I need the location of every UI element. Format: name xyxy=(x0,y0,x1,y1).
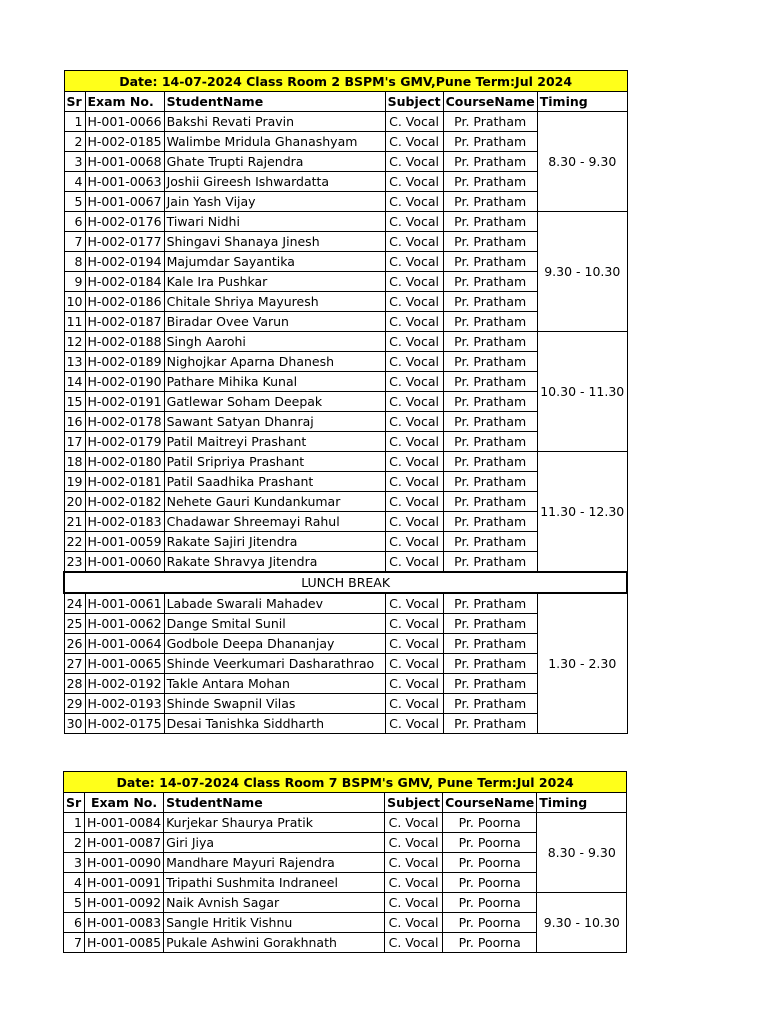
cell-exam-no: H-002-0181 xyxy=(85,472,164,492)
cell-student-name: Biradar Ovee Varun xyxy=(164,312,385,332)
cell-exam-no: H-002-0188 xyxy=(85,332,164,352)
cell-subject: C. Vocal xyxy=(385,833,443,853)
cell-sr: 16 xyxy=(64,412,85,432)
cell-course-name: Pr. Pratham xyxy=(443,492,537,512)
schedule-table-room-2 xyxy=(63,70,628,734)
table-row xyxy=(64,593,627,614)
cell-exam-no: H-002-0186 xyxy=(85,292,164,312)
cell-course-name: Pr. Pratham xyxy=(443,472,537,492)
header-subject: Subject xyxy=(385,92,443,112)
cell-exam-no: H-001-0084 xyxy=(85,813,164,833)
cell-course-name: Pr. Pratham xyxy=(443,714,537,734)
cell-subject: C. Vocal xyxy=(385,492,443,512)
cell-sr: 7 xyxy=(64,232,85,252)
cell-student-name: Chitale Shriya Mayuresh xyxy=(164,292,385,312)
cell-subject: C. Vocal xyxy=(385,432,443,452)
cell-subject: C. Vocal xyxy=(385,452,443,472)
cell-student-name: Nehete Gauri Kundankumar xyxy=(164,492,385,512)
cell-exam-no: H-002-0190 xyxy=(85,372,164,392)
cell-subject: C. Vocal xyxy=(385,813,443,833)
cell-student-name: Tiwari Nidhi xyxy=(164,212,385,232)
header-student-name: StudentName xyxy=(164,793,385,813)
cell-subject: C. Vocal xyxy=(385,893,443,913)
cell-exam-no: H-002-0184 xyxy=(85,272,164,292)
header-student-name: StudentName xyxy=(164,92,385,112)
cell-student-name: Godbole Deepa Dhananjay xyxy=(164,634,385,654)
cell-course-name: Pr. Pratham xyxy=(443,132,537,152)
cell-exam-no: H-001-0059 xyxy=(85,532,164,552)
cell-exam-no: H-001-0062 xyxy=(85,614,164,634)
cell-exam-no: H-002-0189 xyxy=(85,352,164,372)
cell-sr: 29 xyxy=(64,694,85,714)
cell-student-name: Walimbe Mridula Ghanashyam xyxy=(164,132,385,152)
cell-student-name: Ghate Trupti Rajendra xyxy=(164,152,385,172)
cell-exam-no: H-001-0063 xyxy=(85,172,164,192)
cell-course-name: Pr. Pratham xyxy=(443,654,537,674)
cell-timing: 9.30 - 10.30 xyxy=(537,893,627,953)
cell-subject: C. Vocal xyxy=(385,292,443,312)
cell-course-name: Pr. Pratham xyxy=(443,172,537,192)
cell-sr: 5 xyxy=(64,192,85,212)
cell-sr: 26 xyxy=(64,634,85,654)
cell-course-name: Pr. Poorna xyxy=(443,913,537,933)
cell-course-name: Pr. Pratham xyxy=(443,372,537,392)
cell-student-name: Singh Aarohi xyxy=(164,332,385,352)
cell-course-name: Pr. Pratham xyxy=(443,252,537,272)
cell-course-name: Pr. Pratham xyxy=(443,212,537,232)
cell-course-name: Pr. Pratham xyxy=(443,272,537,292)
cell-course-name: Pr. Pratham xyxy=(443,634,537,654)
cell-subject: C. Vocal xyxy=(385,532,443,552)
cell-subject: C. Vocal xyxy=(385,593,443,614)
cell-course-name: Pr. Pratham xyxy=(443,674,537,694)
cell-subject: C. Vocal xyxy=(385,714,443,734)
cell-student-name: Shinde Swapnil Vilas xyxy=(164,694,385,714)
cell-subject: C. Vocal xyxy=(385,913,443,933)
cell-subject: C. Vocal xyxy=(385,372,443,392)
cell-subject: C. Vocal xyxy=(385,212,443,232)
cell-subject: C. Vocal xyxy=(385,654,443,674)
cell-course-name: Pr. Poorna xyxy=(443,933,537,953)
cell-subject: C. Vocal xyxy=(385,933,443,953)
cell-student-name: Patil Sripriya Prashant xyxy=(164,452,385,472)
cell-timing: 11.30 - 12.30 xyxy=(537,452,627,573)
cell-subject: C. Vocal xyxy=(385,192,443,212)
cell-subject: C. Vocal xyxy=(385,252,443,272)
cell-subject: C. Vocal xyxy=(385,172,443,192)
cell-course-name: Pr. Pratham xyxy=(443,112,537,132)
cell-sr: 11 xyxy=(64,312,85,332)
cell-subject: C. Vocal xyxy=(385,873,443,893)
cell-sr: 2 xyxy=(64,833,85,853)
cell-sr: 6 xyxy=(64,212,85,232)
cell-student-name: Giri Jiya xyxy=(164,833,385,853)
cell-subject: C. Vocal xyxy=(385,132,443,152)
cell-course-name: Pr. Pratham xyxy=(443,292,537,312)
cell-student-name: Patil Saadhika Prashant xyxy=(164,472,385,492)
cell-sr: 3 xyxy=(64,152,85,172)
cell-student-name: Rakate Sajiri Jitendra xyxy=(164,532,385,552)
cell-exam-no: H-002-0177 xyxy=(85,232,164,252)
cell-exam-no: H-002-0185 xyxy=(85,132,164,152)
cell-timing: 1.30 - 2.30 xyxy=(537,593,627,734)
cell-sr: 28 xyxy=(64,674,85,694)
cell-course-name: Pr. Pratham xyxy=(443,512,537,532)
cell-sr: 12 xyxy=(64,332,85,352)
cell-subject: C. Vocal xyxy=(385,232,443,252)
cell-course-name: Pr. Pratham xyxy=(443,593,537,614)
table-row xyxy=(64,112,627,132)
cell-exam-no: H-001-0066 xyxy=(85,112,164,132)
cell-student-name: Naik Avnish Sagar xyxy=(164,893,385,913)
cell-exam-no: H-001-0091 xyxy=(85,873,164,893)
header-exam-no: Exam No. xyxy=(85,793,164,813)
cell-sr: 17 xyxy=(64,432,85,452)
cell-course-name: Pr. Pratham xyxy=(443,232,537,252)
cell-exam-no: H-001-0065 xyxy=(85,654,164,674)
header-subject: Subject xyxy=(385,793,443,813)
cell-sr: 2 xyxy=(64,132,85,152)
cell-course-name: Pr. Pratham xyxy=(443,452,537,472)
cell-subject: C. Vocal xyxy=(385,512,443,532)
cell-exam-no: H-001-0090 xyxy=(85,853,164,873)
cell-subject: C. Vocal xyxy=(385,674,443,694)
cell-student-name: Pathare Mihika Kunal xyxy=(164,372,385,392)
lunch-break-label: LUNCH BREAK xyxy=(64,572,627,593)
cell-subject: C. Vocal xyxy=(385,552,443,573)
cell-student-name: Chadawar Shreemayi Rahul xyxy=(164,512,385,532)
cell-course-name: Pr. Poorna xyxy=(443,833,537,853)
cell-course-name: Pr. Pratham xyxy=(443,152,537,172)
cell-sr: 19 xyxy=(64,472,85,492)
cell-course-name: Pr. Poorna xyxy=(443,873,537,893)
cell-sr: 4 xyxy=(64,172,85,192)
cell-exam-no: H-001-0068 xyxy=(85,152,164,172)
cell-course-name: Pr. Pratham xyxy=(443,694,537,714)
cell-course-name: Pr. Pratham xyxy=(443,552,537,573)
cell-sr: 27 xyxy=(64,654,85,674)
cell-exam-no: H-002-0187 xyxy=(85,312,164,332)
cell-sr: 30 xyxy=(64,714,85,734)
cell-exam-no: H-001-0061 xyxy=(85,593,164,614)
cell-exam-no: H-001-0083 xyxy=(85,913,164,933)
cell-sr: 20 xyxy=(64,492,85,512)
cell-subject: C. Vocal xyxy=(385,112,443,132)
cell-timing: 8.30 - 9.30 xyxy=(537,112,627,212)
table-row xyxy=(64,452,627,472)
cell-student-name: Kurjekar Shaurya Pratik xyxy=(164,813,385,833)
cell-subject: C. Vocal xyxy=(385,614,443,634)
cell-student-name: Dange Smital Sunil xyxy=(164,614,385,634)
cell-course-name: Pr. Pratham xyxy=(443,412,537,432)
cell-course-name: Pr. Poorna xyxy=(443,893,537,913)
cell-timing: 8.30 - 9.30 xyxy=(537,813,627,893)
cell-course-name: Pr. Poorna xyxy=(443,813,537,833)
header-timing: Timing xyxy=(537,793,627,813)
cell-sr: 21 xyxy=(64,512,85,532)
cell-exam-no: H-002-0183 xyxy=(85,512,164,532)
cell-student-name: Labade Swarali Mahadev xyxy=(164,593,385,614)
cell-subject: C. Vocal xyxy=(385,472,443,492)
cell-student-name: Gatlewar Soham Deepak xyxy=(164,392,385,412)
cell-subject: C. Vocal xyxy=(385,352,443,372)
cell-exam-no: H-002-0182 xyxy=(85,492,164,512)
cell-timing: 9.30 - 10.30 xyxy=(537,212,627,332)
cell-course-name: Pr. Poorna xyxy=(443,853,537,873)
cell-subject: C. Vocal xyxy=(385,332,443,352)
cell-exam-no: H-002-0175 xyxy=(85,714,164,734)
cell-sr: 1 xyxy=(64,112,85,132)
cell-subject: C. Vocal xyxy=(385,853,443,873)
cell-subject: C. Vocal xyxy=(385,272,443,292)
cell-exam-no: H-001-0064 xyxy=(85,634,164,654)
cell-student-name: Sawant Satyan Dhanraj xyxy=(164,412,385,432)
table-row xyxy=(64,893,627,913)
table-row xyxy=(64,813,627,833)
cell-course-name: Pr. Pratham xyxy=(443,332,537,352)
cell-sr: 1 xyxy=(64,813,85,833)
cell-exam-no: H-002-0178 xyxy=(85,412,164,432)
cell-exam-no: H-002-0180 xyxy=(85,452,164,472)
cell-sr: 10 xyxy=(64,292,85,312)
cell-course-name: Pr. Pratham xyxy=(443,614,537,634)
cell-sr: 22 xyxy=(64,532,85,552)
table-title: Date: 14-07-2024 Class Room 7 BSPM's GMV, Pune Term:Jul 2024 xyxy=(64,772,627,793)
cell-course-name: Pr. Pratham xyxy=(443,532,537,552)
lunch-break-row xyxy=(64,572,627,593)
table-row xyxy=(64,212,627,232)
cell-sr: 15 xyxy=(64,392,85,412)
cell-course-name: Pr. Pratham xyxy=(443,352,537,372)
cell-exam-no: H-001-0087 xyxy=(85,833,164,853)
table-title: Date: 14-07-2024 Class Room 2 BSPM's GMV,Pune Term:Jul 2024 xyxy=(64,71,627,92)
cell-sr: 7 xyxy=(64,933,85,953)
cell-exam-no: H-002-0179 xyxy=(85,432,164,452)
cell-exam-no: H-002-0191 xyxy=(85,392,164,412)
cell-student-name: Rakate Shravya Jitendra xyxy=(164,552,385,573)
cell-sr: 18 xyxy=(64,452,85,472)
schedule-table-room-7 xyxy=(63,771,627,953)
header-row xyxy=(64,793,627,813)
cell-student-name: Bakshi Revati Pravin xyxy=(164,112,385,132)
cell-exam-no: H-001-0067 xyxy=(85,192,164,212)
cell-subject: C. Vocal xyxy=(385,312,443,332)
cell-sr: 23 xyxy=(64,552,85,573)
cell-course-name: Pr. Pratham xyxy=(443,312,537,332)
header-exam-no: Exam No. xyxy=(85,92,164,112)
cell-course-name: Pr. Pratham xyxy=(443,392,537,412)
cell-student-name: Majumdar Sayantika xyxy=(164,252,385,272)
cell-exam-no: H-001-0092 xyxy=(85,893,164,913)
cell-sr: 24 xyxy=(64,593,85,614)
header-sr: Sr xyxy=(64,92,85,112)
table-row xyxy=(64,332,627,352)
cell-subject: C. Vocal xyxy=(385,412,443,432)
header-timing: Timing xyxy=(537,92,627,112)
cell-sr: 13 xyxy=(64,352,85,372)
cell-sr: 6 xyxy=(64,913,85,933)
cell-student-name: Tripathi Sushmita Indraneel xyxy=(164,873,385,893)
header-course-name: CourseName xyxy=(443,92,537,112)
cell-student-name: Shingavi Shanaya Jinesh xyxy=(164,232,385,252)
cell-exam-no: H-001-0085 xyxy=(85,933,164,953)
cell-sr: 9 xyxy=(64,272,85,292)
cell-sr: 5 xyxy=(64,893,85,913)
cell-exam-no: H-002-0193 xyxy=(85,694,164,714)
cell-sr: 4 xyxy=(64,873,85,893)
cell-subject: C. Vocal xyxy=(385,634,443,654)
cell-course-name: Pr. Pratham xyxy=(443,432,537,452)
cell-exam-no: H-002-0194 xyxy=(85,252,164,272)
cell-student-name: Jain Yash Vijay xyxy=(164,192,385,212)
cell-student-name: Desai Tanishka Siddharth xyxy=(164,714,385,734)
cell-sr: 8 xyxy=(64,252,85,272)
cell-course-name: Pr. Pratham xyxy=(443,192,537,212)
header-row xyxy=(64,92,627,112)
cell-sr: 3 xyxy=(64,853,85,873)
cell-exam-no: H-001-0060 xyxy=(85,552,164,573)
cell-timing: 10.30 - 11.30 xyxy=(537,332,627,452)
cell-subject: C. Vocal xyxy=(385,152,443,172)
cell-student-name: Pukale Ashwini Gorakhnath xyxy=(164,933,385,953)
cell-student-name: Takle Antara Mohan xyxy=(164,674,385,694)
cell-exam-no: H-002-0192 xyxy=(85,674,164,694)
cell-sr: 14 xyxy=(64,372,85,392)
cell-student-name: Joshii Gireesh Ishwardatta xyxy=(164,172,385,192)
cell-subject: C. Vocal xyxy=(385,694,443,714)
cell-student-name: Mandhare Mayuri Rajendra xyxy=(164,853,385,873)
cell-student-name: Kale Ira Pushkar xyxy=(164,272,385,292)
cell-student-name: Sangle Hritik Vishnu xyxy=(164,913,385,933)
cell-exam-no: H-002-0176 xyxy=(85,212,164,232)
cell-student-name: Nighojkar Aparna Dhanesh xyxy=(164,352,385,372)
header-course-name: CourseName xyxy=(443,793,537,813)
cell-sr: 25 xyxy=(64,614,85,634)
cell-student-name: Patil Maitreyi Prashant xyxy=(164,432,385,452)
header-sr: Sr xyxy=(64,793,85,813)
cell-subject: C. Vocal xyxy=(385,392,443,412)
cell-student-name: Shinde Veerkumari Dasharathrao xyxy=(164,654,385,674)
